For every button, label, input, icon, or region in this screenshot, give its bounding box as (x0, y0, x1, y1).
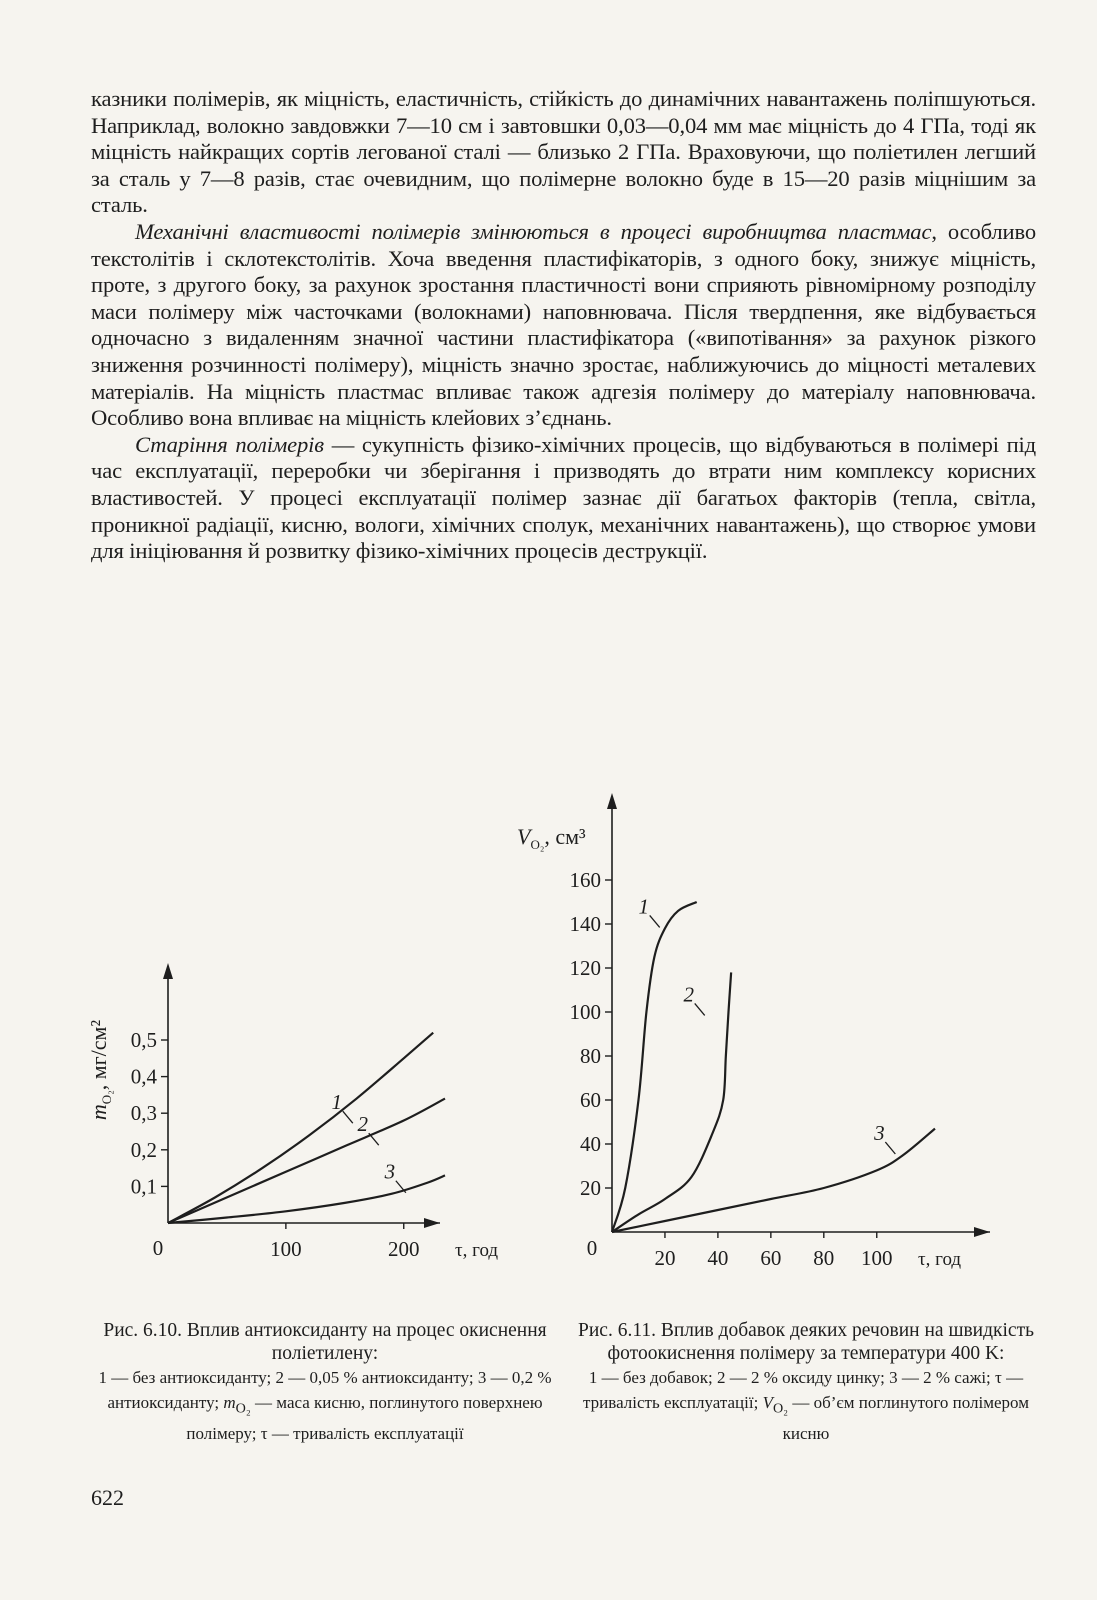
y-tick-label: 120 (569, 956, 601, 980)
figure-6-11-legend-symbol: V (762, 1393, 773, 1412)
y-tick-label: 100 (569, 1000, 601, 1024)
series-curve-2 (612, 972, 731, 1232)
y-tick-label: 0,5 (130, 1028, 157, 1052)
origin-label: 0 (586, 1236, 598, 1260)
figure-6-10-title: Рис. 6.10. Вплив антиоксиданту на процес окиснення поліетилену: (103, 1320, 547, 1364)
figure-6-10-legend (84, 1365, 566, 1446)
figure-6-11-caption (575, 1319, 1037, 1446)
y-axis-arrow (607, 793, 617, 809)
figure-6-11-legend (575, 1365, 1037, 1446)
y-tick-label: 0,1 (130, 1174, 157, 1199)
x-tick-label: 60 (760, 1246, 782, 1270)
y-tick-label: 0,3 (130, 1101, 157, 1126)
paragraph-2-text: , особливо текстолітів і склотекстолітів. Хоча введення пластифікаторів, з одного боку, знижує міцність, проте, з другого боку, за рахунок зростання пластичності вони сприяють рівномірному розподілу маси полімеру між часточками (волокнами) наповнювача. Після твердпення, яке відбувається одночасно з видаленням значної частини пластифікатора («випотівання» за рахунок різкого зниження розчинності полімеру), міцність значно зростає, наближуючись до міцності металевих матеріалів. На міцність пластмас впливає також адгезія полімеру до матеріалу наповнювача. Особливо вона впливає на міцність клейових з’єднань. (91, 218, 1036, 431)
x-tick-label: 20 (654, 1246, 676, 1270)
x-tick-label: 40 (707, 1246, 729, 1270)
figure-6-10-chart (86, 963, 498, 1261)
y-axis-label: $V_{O_2}$, см³ (517, 824, 586, 852)
y-tick-label: 40 (580, 1132, 601, 1156)
figure-6-10-caption (84, 1319, 566, 1446)
curve-label-3: 3 (384, 1159, 396, 1184)
curve-label-2: 2 (357, 1112, 368, 1137)
x-axis-arrow (424, 1218, 440, 1228)
x-tick-label: 100 (861, 1246, 893, 1270)
curve-label-leader (343, 1111, 353, 1123)
page-number: 622 (91, 1485, 124, 1510)
y-axis-arrow (163, 963, 173, 979)
figure-6-10-legend-subscript: O₂ (235, 1400, 251, 1417)
figure-6-11-legend-text-2: — об’єм поглинутого полімером кисню (782, 1393, 1029, 1444)
y-axis-label: $m_{O_2}$, мг/см² (86, 1019, 114, 1121)
x-tick-label: 100 (270, 1237, 302, 1261)
y-tick-label: 80 (580, 1044, 601, 1068)
y-tick-label: 140 (569, 912, 601, 936)
x-tick-label: 80 (813, 1246, 835, 1270)
paragraph-3-emphasis: Старіння полімерів (135, 431, 324, 457)
x-axis-arrow (974, 1227, 990, 1237)
figure-6-11-chart (517, 793, 990, 1270)
y-tick-label: 20 (580, 1176, 601, 1200)
y-tick-label: 0,2 (130, 1137, 157, 1162)
curve-label-leader (695, 1003, 705, 1015)
paragraph-1: казники полімерів, як міцність, еластичність, стійкість до динамічних навантажень поліпшуються. Наприклад, волокно завдовжки 7—10 см і завтовшки 0,03—0,04 мм має міцність до 4 ГПа, тоді як міцність найкращих сортів легованої сталі — близько 2 ГПа. Враховуючи, що поліетилен легший за сталь у 7—8 разів, стає очевидним, що полімерне волокно буде в 15—20 разів міцнішим за сталь. (91, 86, 1036, 218)
series-curve-3 (168, 1175, 445, 1223)
curve-label-leader (885, 1142, 895, 1154)
series-curve-1 (612, 902, 697, 1232)
curve-label-leader (650, 915, 660, 927)
figure-6-10-legend-symbol: m (223, 1393, 236, 1412)
x-tick-label: 200 (387, 1237, 420, 1261)
figure-6-10-legend-text: 1 — без антиоксиданту; 2 — 0,05 % антиоксиданту; 3 — 0,2 % антиоксиданту; (98, 1368, 552, 1412)
x-axis-label: τ, год (918, 1249, 962, 1270)
figure-6-11-legend-subscript: O₂ (772, 1400, 789, 1417)
paragraph-3-text: — сукупність фізико-хімічних процесів, що відбуваються в полімері під час експлуатації, переробки чи зберігання і призводять до втрати ним комплексу корисних властивостей. У процесі експлуатації полімер зазнає дії багатьох факторів (тепла, світла, проникної радіації, кисню, вологи, хімічних сполук, механічних навантажень), що створює умови для ініціювання й розвитку фізико-хімічних процесів деструкції. (91, 431, 1036, 564)
paragraph-2-emphasis: Механічні властивості полімерів змінюються в процесі виробництва пластмас (135, 218, 932, 244)
figure-6-11-legend-text: 1 — без добавок; 2 — 2 % оксиду цинку; 3 — 2 % сажі; τ — тривалість експлуатації; (583, 1368, 1024, 1412)
y-tick-label: 0,4 (130, 1064, 157, 1089)
curve-label-1: 1 (331, 1090, 343, 1115)
y-tick-label: 60 (580, 1088, 601, 1112)
curve-label-2: 2 (683, 982, 694, 1007)
origin-label: 0 (152, 1236, 164, 1260)
curve-label-3: 3 (874, 1121, 885, 1145)
x-axis-label: τ, год (455, 1240, 499, 1261)
y-tick-label: 160 (569, 868, 601, 892)
series-curve-2 (168, 1099, 445, 1223)
figure-6-10-legend-text-2: — маса кисню, поглинутого поверхнею полімеру; τ — тривалість експлуатації (186, 1393, 543, 1444)
curve-label-1: 1 (638, 894, 649, 919)
figure-6-11-title: Рис. 6.11. Вплив добавок деяких речовин на швидкість фотоокиснення полімеру за температури 400 K: (578, 1320, 1034, 1364)
